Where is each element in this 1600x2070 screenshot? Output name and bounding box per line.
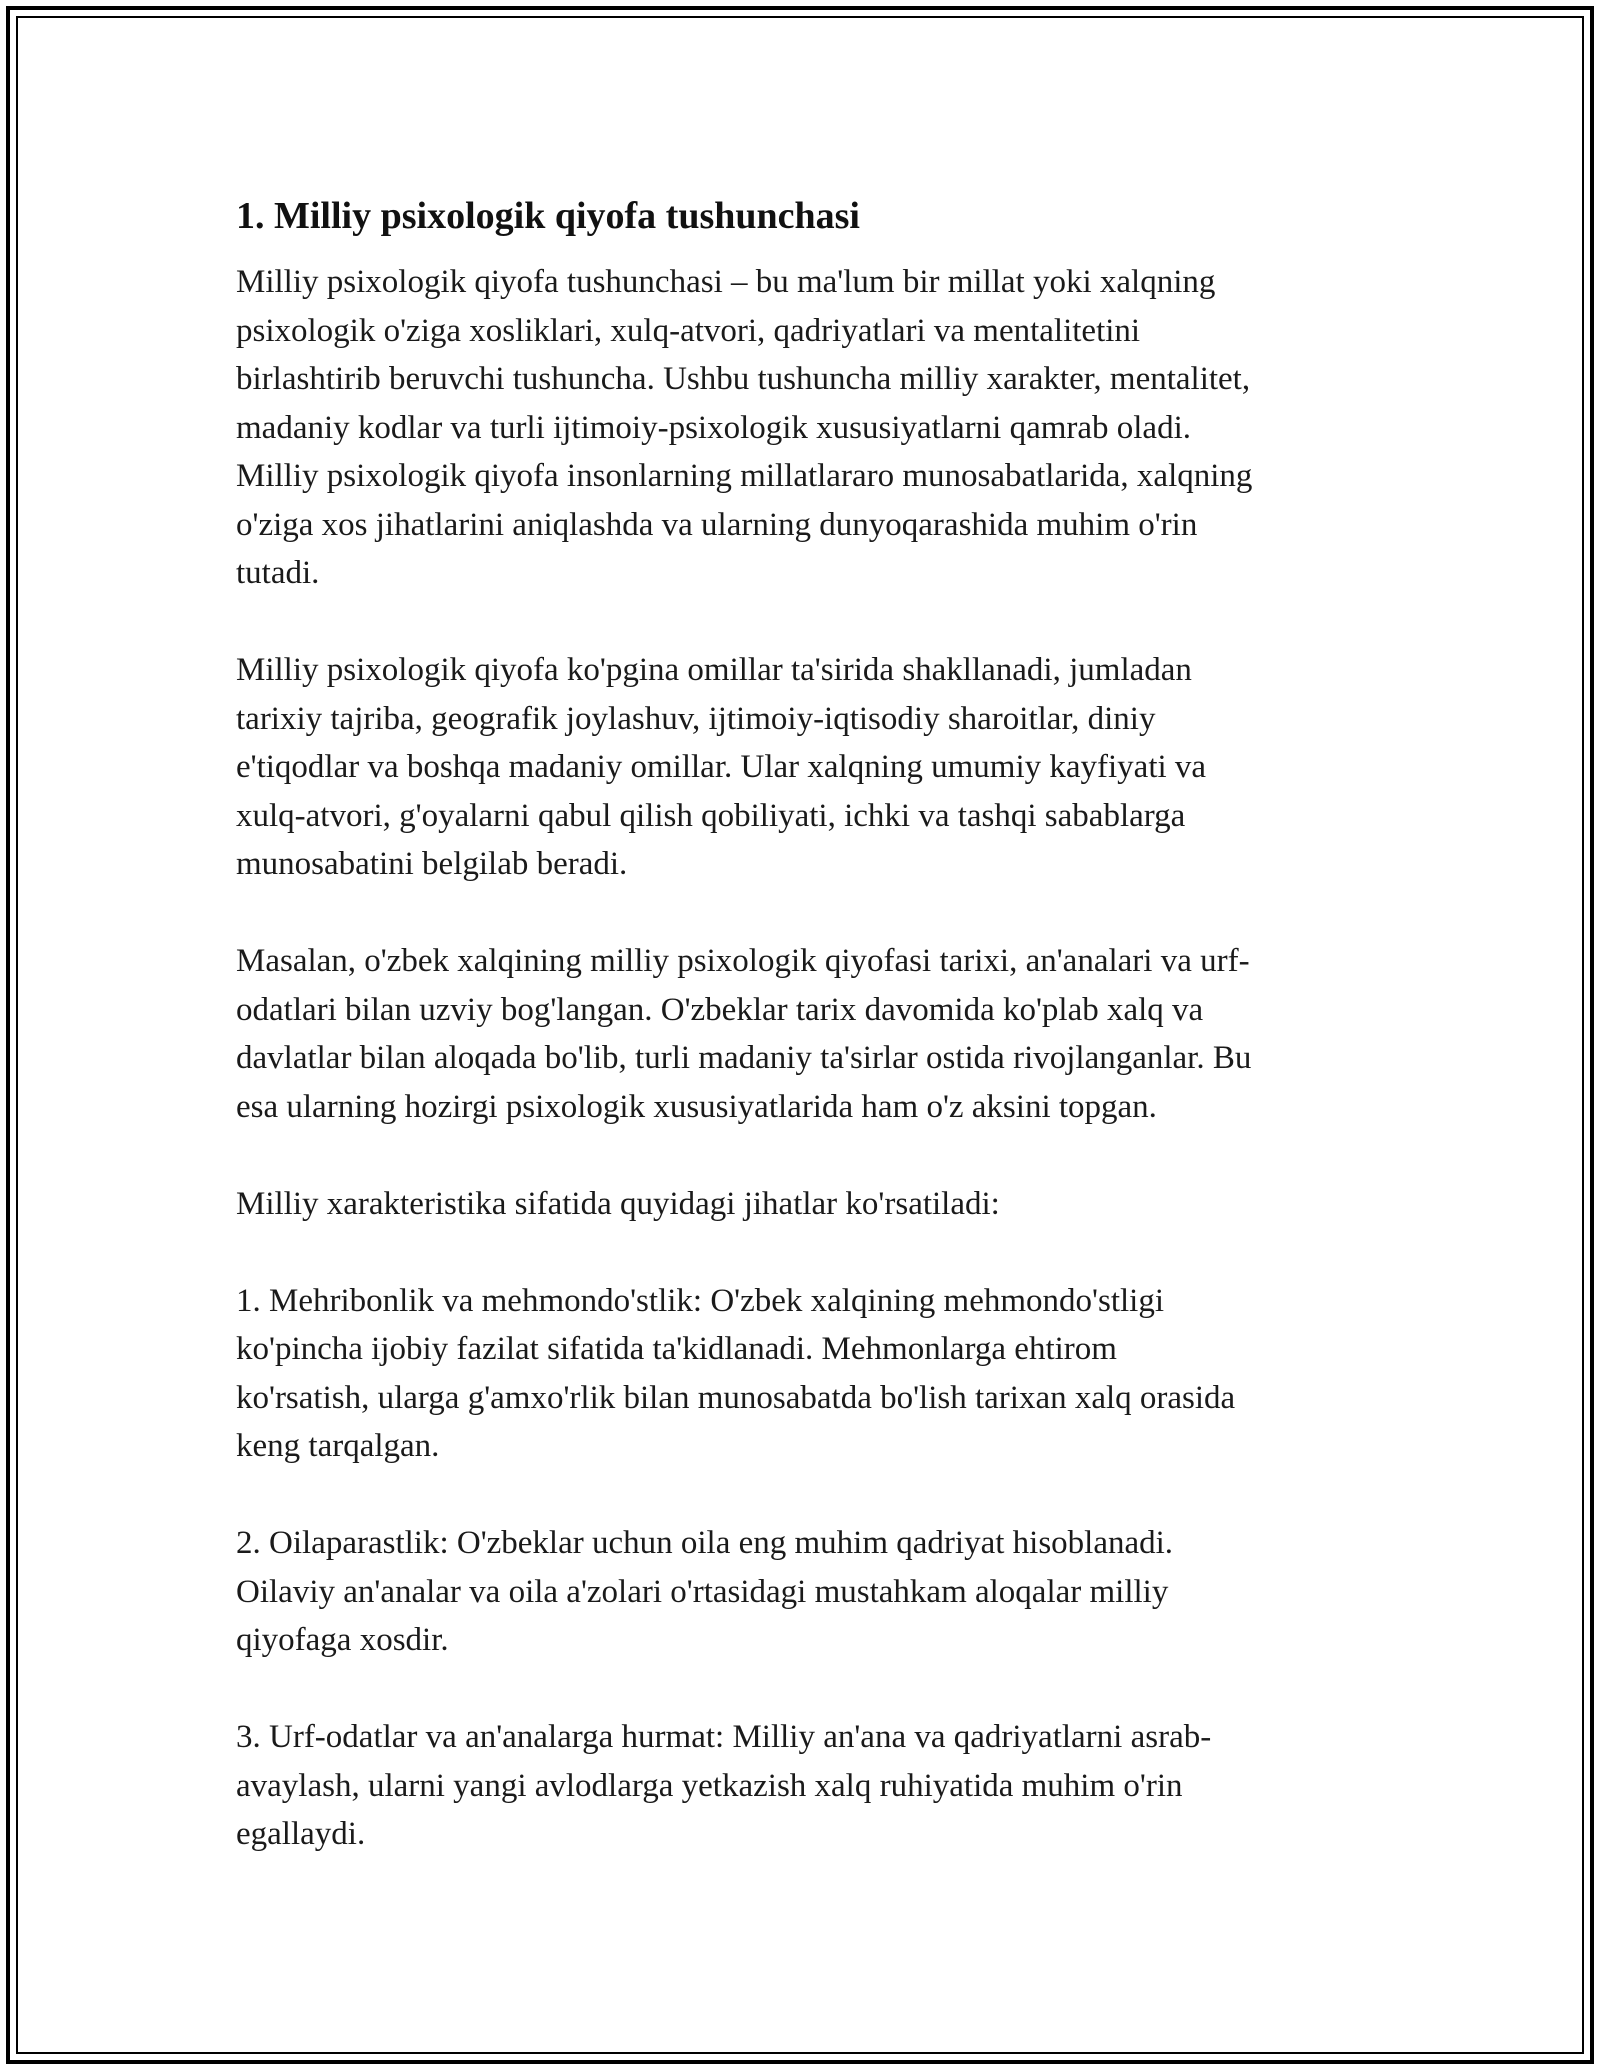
section-title: 1. Milliy psixologik qiyofa tushunchasi (236, 195, 860, 237)
list-item-family: 2. Oilaparastlik: O'zbeklar uchun oila eng muhim qadriyat hisoblanadi. Oilaviy an'analar va oila a'zolari o'rtasidagi mustahkam aloqalar milliy qiyofaga xosdir. (236, 1525, 1174, 1658)
list-item-hospitality: 1. Mehribonlik va mehmondo'stlik: O'zbek xalqining mehmondo'stligi ko'pincha ijobiy fazilat sifatida ta'kidlanadi. Mehmonlarga ehtirom ko'rsatish, ularga g'amxo'rlik bilan munosabatda bo'lish tarixan xalq orasida keng tarqalgan. (236, 1282, 1236, 1464)
paragraph-uzbek-example: Masalan, o'zbek xalqining milliy psixologik qiyofasi tarixi, an'analari va urf- odatlari bilan uzviy bog'langan. O'zbeklar tarix davomida ko'plab xalq va davlatlar bilan aloqada bo'lib, turli madaniy ta'sirlar ostida rivojlanganlar. Bu esa ularning hozirgi psixologik xususiyatlarida ham o'z aksini topgan. (236, 943, 1252, 1125)
paragraph-definition: Milliy psixologik qiyofa tushunchasi – bu ma'lum bir millat yoki xalqning psixologik o'ziga xosliklari, xulq-atvori, qadriyatlari va mentalitetini birlashtirib beruvchi tushuncha. Ushbu tushuncha milliy xarakter, mentalitet, madaniy kodlar va turli ijtimoiy-psixologik xususiyatlarni qamrab oladi. Milliy psixologik qiyofa insonlarning millatlararo munosabatlarida, xalqning o'ziga xos jihatlarini aniqlashda va ularning dunyoqarashida muhim o'rin tutadi. (236, 264, 1253, 591)
paragraph-list-intro: Milliy xarakteristika sifatida quyidagi jihatlar ko'rsatiladi: (236, 1185, 1000, 1222)
document-body (236, 188, 1386, 1859)
list-item-traditions: 3. Urf-odatlar va an'analarga hurmat: Milliy an'ana va qadriyatlarni asrab- avaylash, ularni yangi avlodlarga yetkazish xalq ruhiyatida muhim o'rin egallaydi. (236, 1719, 1212, 1852)
paragraph-factors: Milliy psixologik qiyofa ko'pgina omillar ta'sirida shakllanadi, jumladan tarixiy tajriba, geografik joylashuv, ijtimoiy-iqtisodiy sharoitlar, diniy e'tiqodlar va boshqa madaniy omillar. Ular xalqning umumiy kayfiyati va xulq-atvori, g'oyalarni qabul qilish qobiliyati, ichki va tashqi sabablarga munosabatini belgilab beradi. (236, 652, 1207, 882)
